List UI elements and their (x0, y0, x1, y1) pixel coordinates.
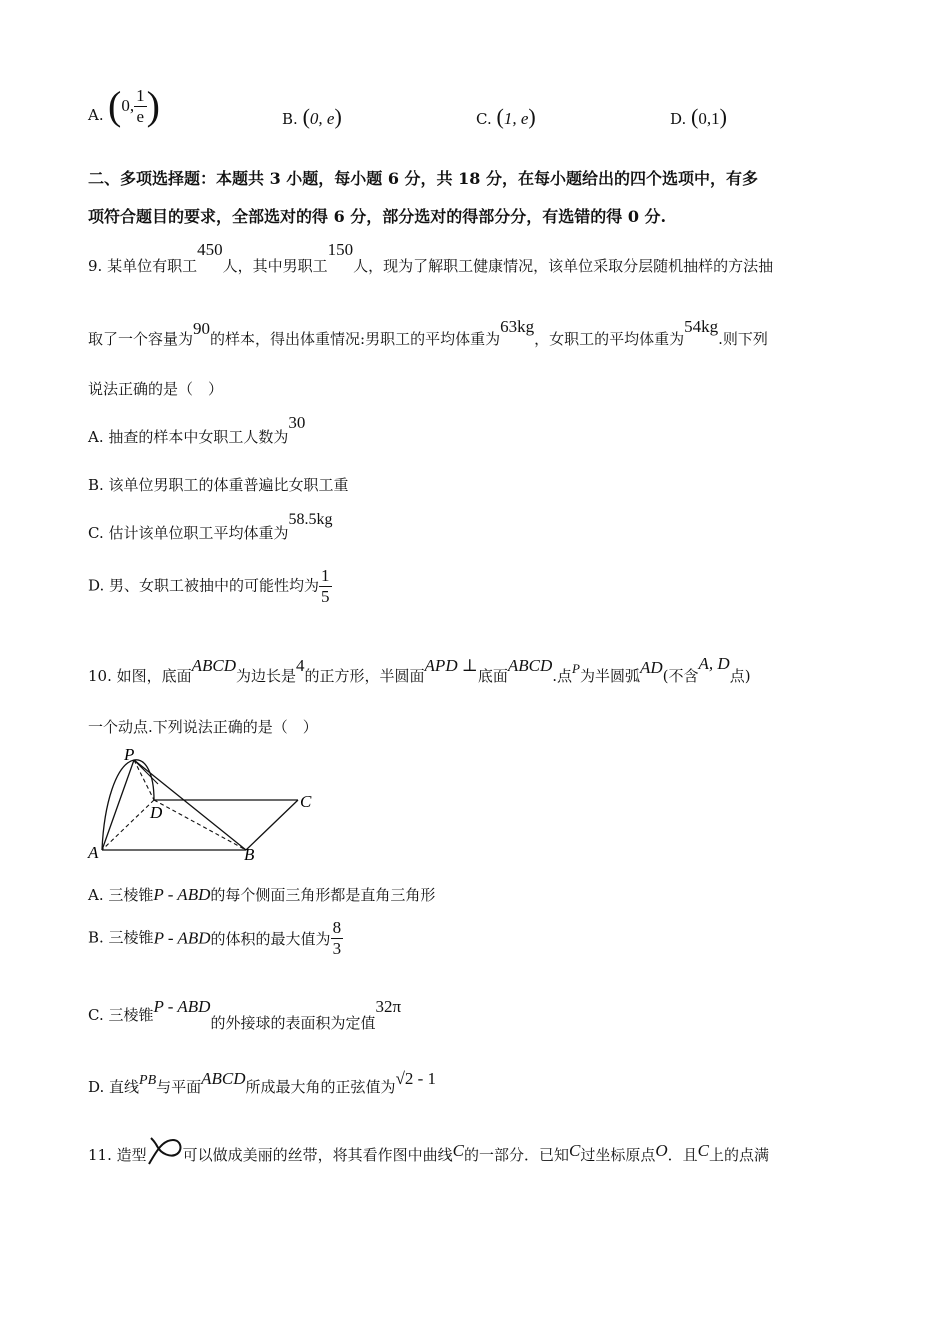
option-c: C. (1, e) (476, 104, 536, 129)
option-d: D. (0,1) (670, 104, 727, 129)
option-label: A. (88, 106, 104, 124)
section-heading-line2: 项符合题目的要求，全部选对的得 6 分，部分选对的得部分分，有选错的得 0 分. (88, 207, 667, 226)
label-p: P (124, 745, 135, 764)
edge-da (102, 800, 154, 850)
edge-bc (246, 800, 298, 850)
option-a (88, 106, 104, 124)
label-d: D (150, 803, 163, 822)
q9-line3: 说法正确的是（ ） (88, 380, 224, 398)
q10-line1: 10. 如图，底面ABCD为边长是4的正方形，半圆面APD ⊥底面ABCD.点P为半圆弧AD(不含A, D点) (88, 654, 751, 685)
fraction: $\frac{8}{3}$ (332, 918, 342, 958)
q9-line1: 9. 某单位有职工450人，其中男职工150人，现为了解职工健康情况，该单位采取分层随机抽样的方法抽 (88, 240, 774, 275)
q10-line2: 一个动点.下列说法正确的是（ ） (88, 718, 318, 736)
section-heading-line1: 二、多项选择题：本题共 3 小题，每小题 6 分，共 18 分，在每小题给出的四个选项中，有多 (88, 169, 758, 188)
option-b: B. (0, e) (282, 104, 342, 129)
label-a: A (88, 843, 99, 862)
pyramid-figure (86, 744, 318, 862)
label-c: C (300, 792, 312, 811)
q9-option-b: B. 该单位男职工的体重普遍比女职工重 (88, 476, 349, 494)
fraction: $\frac{1}{5}$ (321, 566, 330, 606)
q9-option-a: A. 抽查的样本中女职工人数为30 (88, 413, 306, 446)
q9-option-c: C. 估计该单位职工平均体重为58.5kg (88, 511, 333, 542)
semicircle-arc (102, 760, 154, 850)
q9-option-d: D. 男、女职工被抽中的可能性均为 $\frac{1}{5}$ (88, 566, 330, 606)
arc-top (134, 760, 158, 784)
q9-line2: 取了一个容量为90的样本，得出体重情况:男职工的平均体重为63kg，女职工的平均体重为54kg.则下列 (88, 317, 768, 348)
edge-pd (134, 760, 154, 800)
edge-pa (102, 760, 134, 850)
q11-line1: 11. 造型 可以做成美丽的丝带，将其看作图中曲线C的一部分．已知C过坐标原点O．且C上的点满 (88, 1136, 769, 1166)
label-b: B (244, 845, 255, 862)
q10-option-b: B. 三棱锥P - ABD的体积的最大值为 $\frac{8}{3}$ (88, 918, 342, 958)
q10-option-d: D. 直线PB与平面ABCD所成最大角的正弦值为√2 - 1 (88, 1069, 437, 1096)
q10-option-a: A. 三棱锥P - ABD的每个侧面三角形都是直角三角形 (88, 885, 436, 904)
option-a-value: (0, $\frac{1}{e}$ ) (108, 83, 160, 128)
q10-option-c: C. 三棱锥P - ABD的外接球的表面积为定值32π (88, 997, 402, 1032)
fraction: $\frac{1}{e}$ (136, 85, 145, 126)
diagonal-bd (154, 800, 246, 850)
ribbon-curve-icon (147, 1136, 183, 1166)
